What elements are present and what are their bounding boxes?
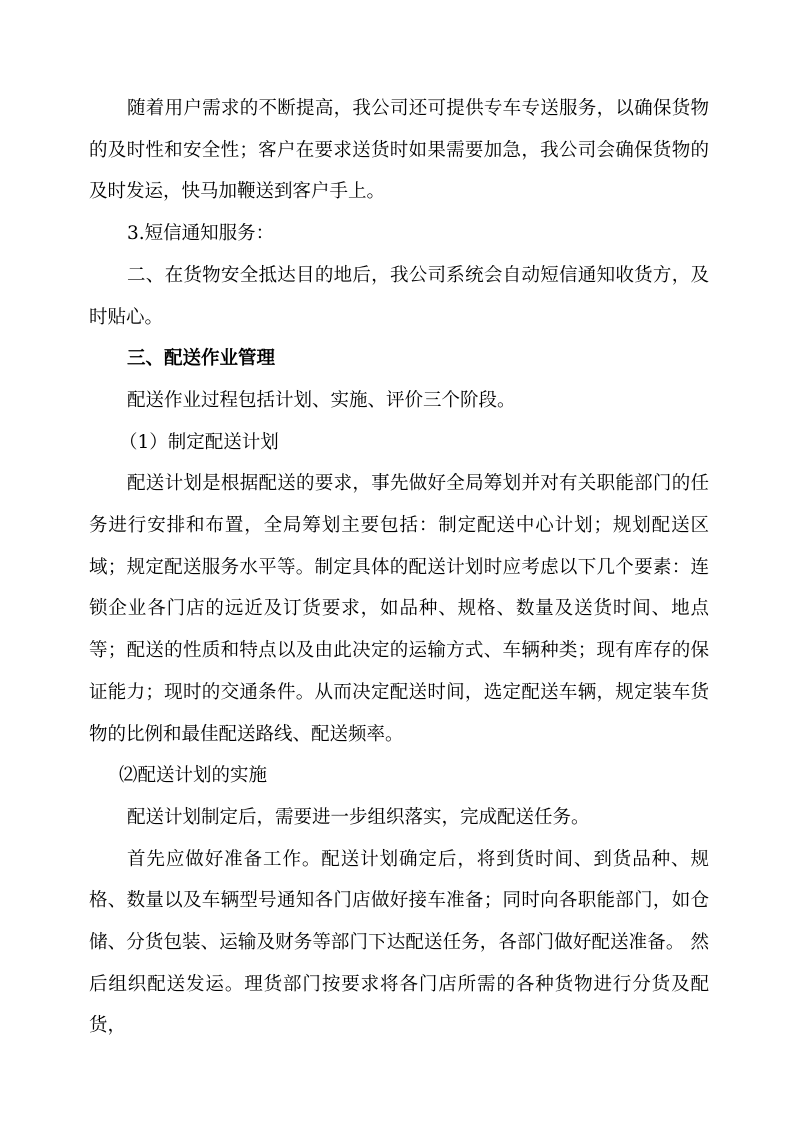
paragraph-preparation-work: 首先应做好准备工作。配送计划确定后，将到货时间、到货品种、规格、数量以及车辆型号通知各门店做好接车准备；同时向各职能部门，如仓储、分货包装、运输及财务等部门下达配送任务，各部门做好配送准备。 然后组织配送发运。理货部门按要求将各门店所需的各种货物进行分货及配货，	[89, 848, 709, 1037]
subheading-make-plan: （1）制定配送计划	[119, 431, 279, 453]
paragraph-sms-notification: 二、在货物安全抵达目的地后，我公司系统会自动短信通知收货方，及时贴心。	[89, 264, 709, 328]
subheading-plan-implementation: ⑵配送计划的实施	[119, 765, 268, 787]
paragraph-plan-follow-up: 配送计划制定后，需要进一步组织落实，完成配送任务。	[127, 806, 590, 828]
paragraph-express-delivery: 随着用户需求的不断提高，我公司还可提供专车专送服务，以确保货物的及时性和安全性；客户在要求送货时如果需要加急，我公司会确保货物的及时发运，快马加鞭送到客户手上。	[89, 98, 709, 203]
paragraph-delivery-stages: 配送作业过程包括计划、实施、评价三个阶段。	[127, 389, 516, 411]
document-body	[89, 88, 709, 1047]
paragraph-delivery-plan: 配送计划是根据配送的要求，事先做好全局筹划并对有关职能部门的任务进行安排和布置，全局筹划主要包括：制定配送中心计划；规划配送区域；规定配送服务水平等。制定具体的配送计划时应考虑以下几个要素：连锁企业各门店的远近及订货要求，如品种、规格、数量及送货时间、地点等；配送的性质和特点以及由此决定的运输方式、车辆种类；现有库存的保证能力；现时的交通条件。从而决定配送时间，选定配送车辆，规定装车货物的比例和最佳配送路线、配送频率。	[89, 473, 709, 745]
section-heading-delivery-management: 三、配送作业管理	[127, 348, 276, 370]
paragraph-sms-service-title: 3.短信通知服务：	[127, 223, 275, 245]
